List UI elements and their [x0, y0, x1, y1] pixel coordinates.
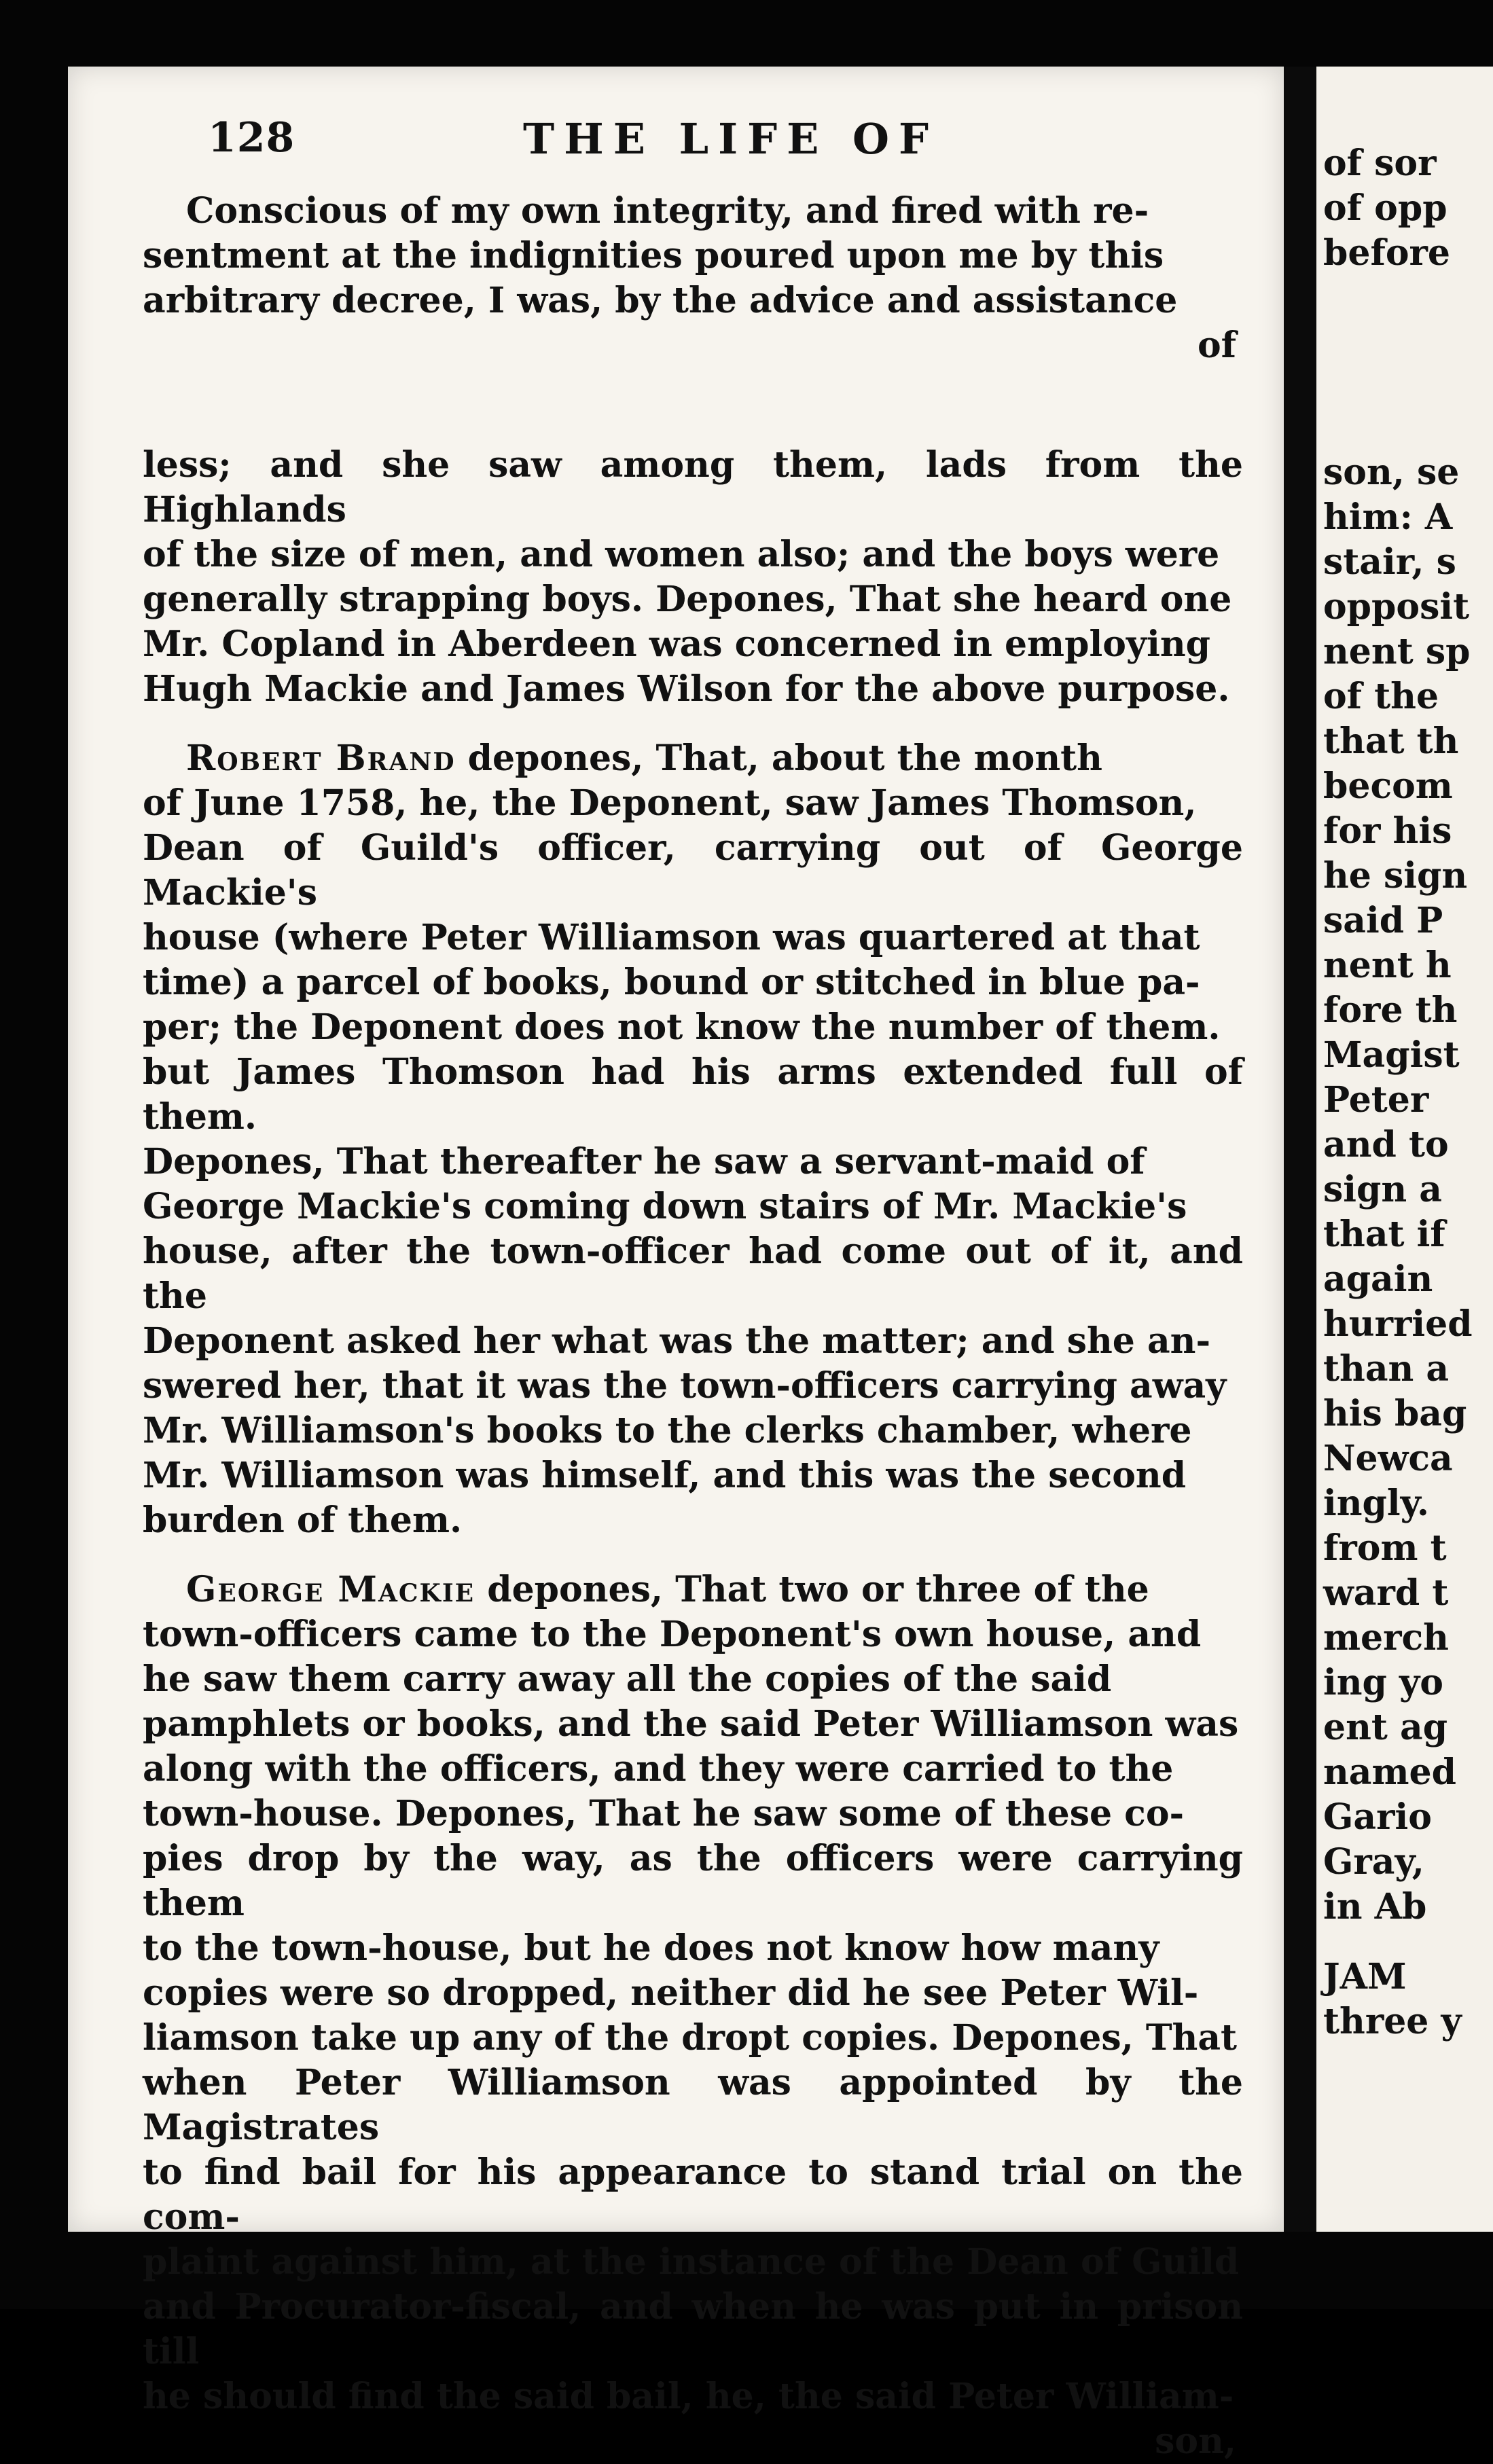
facing-line: nent sp [1323, 631, 1471, 672]
facing-line: Gray, [1323, 1841, 1424, 1883]
text-line: when Peter Williamson was appointed by the Magistrates [143, 2062, 1243, 2148]
facing-line: said P [1323, 900, 1443, 941]
paragraph-gap [143, 1543, 1243, 1568]
running-title: THE LIFE OF [523, 114, 939, 164]
paragraph-george-mackie [143, 1568, 1243, 2464]
running-head [143, 114, 1243, 189]
text-line: Mr. Copland in Aberdeen was concerned in employing [143, 623, 1211, 665]
text-line: Mr. Williamson's books to the clerks chamber, where [143, 1410, 1192, 1451]
facing-line: JAM [1323, 1956, 1407, 1997]
facing-line: hurried [1323, 1303, 1473, 1345]
text-line: of the size of men, and women also; and the boys were [143, 534, 1220, 575]
catchword: son, [1155, 2421, 1236, 2462]
facing-line: his bag [1323, 1393, 1467, 1434]
section-b [143, 443, 1243, 712]
facing-line: Magist [1323, 1034, 1460, 1076]
facing-line: of opp [1323, 187, 1447, 229]
facing-line: from t [1323, 1527, 1447, 1569]
facing-line: Newca [1323, 1438, 1453, 1479]
facing-line: ent ag [1323, 1707, 1448, 1748]
section-a [143, 189, 1243, 368]
facing-line: nent h [1323, 945, 1452, 986]
text-line [143, 736, 1243, 781]
facing-page-tail [1323, 1955, 1493, 2044]
facing-line: again [1323, 1258, 1433, 1300]
facing-line: of sor [1323, 143, 1437, 184]
text-line: Dean of Guild's officer, carrying out of George Mackie's [143, 827, 1243, 913]
facing-line: becom [1323, 765, 1453, 807]
text-line: town-house. Depones, That he saw some of these co- [143, 1793, 1185, 1834]
facing-line: opposit [1323, 586, 1470, 628]
facing-line: him: A [1323, 496, 1453, 538]
facing-line: for his [1323, 810, 1452, 852]
text-line: plaint against him, at the instance of the Dean of Guild [143, 2241, 1240, 2283]
catchword: of [1197, 325, 1236, 366]
facing-line: merch [1323, 1617, 1449, 1659]
text-line: Depones, That thereafter he saw a servant-maid of [143, 1141, 1145, 1182]
facing-line: before [1323, 232, 1450, 274]
text-line: house (where Peter Williamson was quartered at that [143, 917, 1200, 958]
facing-line: Gario [1323, 1796, 1432, 1838]
facing-page-body [1323, 450, 1493, 1929]
text-line: Deponent asked her what was the matter; and she an- [143, 1320, 1211, 1362]
facing-line: ward t [1323, 1572, 1449, 1614]
facing-line: fore th [1323, 990, 1458, 1031]
deponent-name: Robert Brand [186, 738, 456, 779]
text-line: pies drop by the way, as the officers were carrying them [143, 1838, 1243, 1924]
facing-line: and to [1323, 1124, 1449, 1165]
page-content [143, 114, 1243, 2464]
text-line: to the town-house, but he does not know how many [143, 1927, 1159, 1969]
facing-line: than a [1323, 1348, 1450, 1390]
text-line: he saw them carry away all the copies of the said [143, 1659, 1112, 1700]
text-line: but James Thomson had his arms extended full of them. [143, 1051, 1243, 1138]
facing-line: that if [1323, 1214, 1445, 1255]
text-line: he should find the said bail, he, the said Peter William- [143, 2376, 1234, 2417]
facing-line: in Ab [1323, 1886, 1427, 1927]
text-line: Hugh Mackie and James Wilson for the above purpose. [143, 668, 1230, 710]
facing-line: sign a [1323, 1169, 1442, 1210]
facing-line: son, se [1323, 452, 1460, 493]
book-gutter [1284, 67, 1316, 2232]
text-line: pamphlets or books, and the said Peter Williamson was [143, 1703, 1239, 1745]
text-line [143, 1568, 1243, 1612]
facing-line: that th [1323, 721, 1459, 762]
facing-line: of the [1323, 676, 1439, 717]
facing-line: stair, s [1323, 541, 1456, 583]
text-line: copies were so dropped, neither did he see Peter Wil- [143, 1972, 1199, 2014]
paragraph-gap [143, 712, 1243, 736]
text-line: generally strapping boys. Depones, That she heard one [143, 579, 1232, 620]
paragraph-robert-brand [143, 736, 1243, 1543]
right-page-fragment [1316, 67, 1493, 2232]
page-number: 128 [208, 114, 295, 162]
text-line: to find bail for his appearance to stand trial on the com- [143, 2152, 1243, 2238]
facing-line: three y [1323, 2001, 1462, 2042]
facing-page-top [1323, 141, 1493, 276]
text-line: swered her, that it was the town-officers carrying away [143, 1365, 1227, 1407]
text-line: per; the Deponent does not know the number of them. [143, 1007, 1221, 1048]
text-line: George Mackie's coming down stairs of Mr. Mackie's [143, 1186, 1187, 1227]
section-break [143, 368, 1243, 443]
text-line: less; and she saw among them, lads from the Highlands [143, 444, 1243, 530]
facing-line: ingly. [1323, 1483, 1430, 1524]
text-fragment: depones, That, about the month [455, 738, 1102, 779]
text-line: Mr. Williamson was himself, and this was the second [143, 1455, 1187, 1496]
text-line: Conscious of my own integrity, and fired with re- [186, 190, 1149, 232]
text-line: along with the officers, and they were carried to the [143, 1748, 1174, 1790]
text-line: arbitrary decree, I was, by the advice and assistance [143, 280, 1178, 321]
text-line: liamson take up any of the dropt copies. Depones, That [143, 2017, 1238, 2059]
text-line: burden of them. [143, 1500, 463, 1541]
facing-line: ing yo [1323, 1662, 1443, 1703]
text-fragment: depones, That two or three of the [475, 1569, 1149, 1610]
text-line: of June 1758, he, the Deponent, saw James Thomson, [143, 782, 1197, 824]
facing-line: named [1323, 1752, 1456, 1793]
deponent-name: George Mackie [186, 1569, 475, 1610]
text-line: sentment at the indignities poured upon me by this [143, 235, 1164, 276]
text-line: and Procurator-fiscal, and when he was put in prison till [143, 2286, 1243, 2372]
facing-line: he sign [1323, 855, 1468, 896]
text-line: town-officers came to the Deponent's own house, and [143, 1614, 1202, 1655]
facing-line: Peter [1323, 1079, 1429, 1121]
text-line: house, after the town-officer had come out of it, and the [143, 1231, 1243, 1317]
text-line: time) a parcel of books, bound or stitched in blue pa- [143, 962, 1200, 1003]
